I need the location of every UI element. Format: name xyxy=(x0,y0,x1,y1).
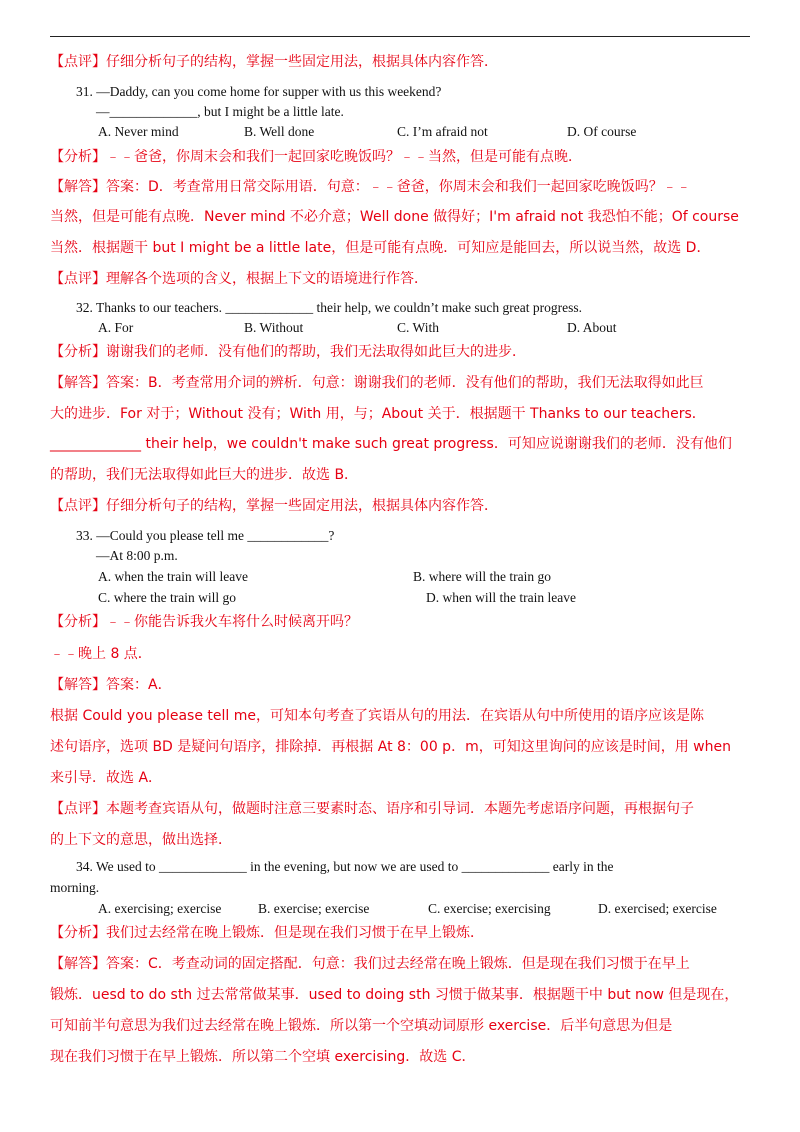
option-d: D. Of course xyxy=(567,124,637,139)
option-d: D. About xyxy=(567,320,617,335)
question-31-options xyxy=(98,124,636,140)
analysis-33-line-2: ﹣﹣晚上 8 点． xyxy=(50,646,152,662)
option-a: A. Never mind xyxy=(98,124,179,139)
analysis-31: 【分析】﹣﹣爸爸，你周末会和我们一起回家吃晚饭吗？﹣﹣当然，但是可能有点晚． xyxy=(50,149,582,165)
question-33-reply: —At 8:00 p.m. xyxy=(96,548,178,563)
option-c: C. I’m afraid not xyxy=(397,124,488,139)
question-34-options xyxy=(98,901,717,917)
header-rule xyxy=(50,36,750,37)
option-a: A. when the train will leave xyxy=(98,569,248,584)
answer-33-line-3: 述句语序，选项 BD 是疑问句语序，排除掉．再根据 At 8：00 p．m，可知这里询问的应该是时间，用 when xyxy=(50,739,731,755)
option-c: C. exercise; exercising xyxy=(428,901,551,916)
answer-33-line-1: 【解答】答案：A． xyxy=(50,677,172,693)
question-34-stem: 34. We used to _____________ in the evening, but now we are used to _____________ early in the xyxy=(76,859,614,874)
review-31: 【点评】理解各个选项的含义，根据上下文的语境进行作答． xyxy=(50,271,428,287)
question-32-stem: 32. Thanks to our teachers. _____________ their help, we couldn’t make such great progress. xyxy=(76,300,583,315)
option-d: D. when will the train leave xyxy=(426,590,576,605)
analysis-32: 【分析】谢谢我们的老师．没有他们的帮助，我们无法取得如此巨大的进步． xyxy=(50,344,526,360)
option-b: B. where will the train go xyxy=(413,569,551,584)
analysis-34: 【分析】我们过去经常在晚上锻炼．但是现在我们习惯于在早上锻炼． xyxy=(50,925,484,941)
answer-32-line-2: 大的进步．For 对于；Without 没有；With 用，与；About 关于．根据题干 Thanks to our teachers． xyxy=(50,406,706,422)
option-d: D. exercised; exercise xyxy=(598,901,717,916)
option-a: A. For xyxy=(98,320,134,335)
answer-32-line-3: _____________ their help，we couldn't make such great progress．可知应说谢谢我们的老师．没有他们 xyxy=(50,436,732,452)
option-b: B. Without xyxy=(244,320,304,335)
review-line: 【点评】仔细分析句子的结构，掌握一些固定用法，根据具体内容作答． xyxy=(50,54,498,70)
answer-34-line-4: 现在我们习惯于在早上锻炼．所以第二个空填 exercising．故选 C． xyxy=(50,1049,476,1065)
question-33-stem: 33. —Could you please tell me ____________? xyxy=(76,528,335,543)
review-33-line-2: 的上下文的意思，做出选择． xyxy=(50,832,232,848)
question-33-options-row-2 xyxy=(98,590,576,606)
answer-31-line-2: 当然，但是可能有点晚．Never mind 不必介意；Well done 做得好；I'm afraid not 我恐怕不能；Of course xyxy=(50,209,739,225)
option-c: C. With xyxy=(397,320,439,335)
option-a: A. exercising; exercise xyxy=(98,901,222,916)
question-33-options-row-1 xyxy=(98,569,551,585)
answer-32-line-1: 【解答】答案：B．考查常用介词的辨析．句意：谢谢我们的老师．没有他们的帮助，我们无法取得如此巨 xyxy=(50,375,704,391)
question-31-reply: —_____________, but I might be a little late. xyxy=(96,104,344,119)
answer-32-line-4: 的帮助，我们无法取得如此巨大的进步．故选 B． xyxy=(50,467,359,483)
analysis-33-line-1: 【分析】﹣﹣你能告诉我火车将什么时候离开吗？ xyxy=(50,614,358,630)
option-c: C. where the train will go xyxy=(98,590,236,605)
answer-34-line-2: 锻炼．uesd to do sth 过去常常做某事．used to doing sth 习惯于做某事．根据题干中 but now 但是现在， xyxy=(50,987,739,1003)
answer-34-line-3: 可知前半句意思为我们过去经常在晚上锻炼．所以第一个空填动词原形 exercise．后半句意思为但是 xyxy=(50,1018,673,1034)
review-33-line-1: 【点评】本题考查宾语从句，做题时注意三要素时态、语序和引导词．本题先考虑语序问题，再根据句子 xyxy=(50,801,694,817)
question-34-stem-cont: morning. xyxy=(50,880,100,895)
answer-33-line-4: 来引导．故选 A． xyxy=(50,770,163,786)
question-32-options xyxy=(98,320,617,336)
review-32: 【点评】仔细分析句子的结构，掌握一些固定用法，根据具体内容作答． xyxy=(50,498,498,514)
question-31-stem: 31. —Daddy, can you come home for supper with us this weekend? xyxy=(76,84,442,99)
answer-34-line-1: 【解答】答案：C．考查动词的固定搭配．句意：我们过去经常在晚上锻炼．但是现在我们习惯于在早上 xyxy=(50,956,690,972)
answer-31-line-1: 【解答】答案：D．考查常用日常交际用语．句意：﹣﹣爸爸，你周末会和我们一起回家吃晚饭吗？﹣﹣ xyxy=(50,179,691,195)
answer-33-line-2: 根据 Could you please tell me，可知本句考查了宾语从句的用法．在宾语从句中所使用的语序应该是陈 xyxy=(50,708,704,724)
option-b: B. exercise; exercise xyxy=(258,901,370,916)
answer-31-line-3: 当然．根据题干 but I might be a little late，但是可能有点晚．可知应是能回去，所以说当然，故选 D． xyxy=(50,240,711,256)
option-b: B. Well done xyxy=(244,124,315,139)
